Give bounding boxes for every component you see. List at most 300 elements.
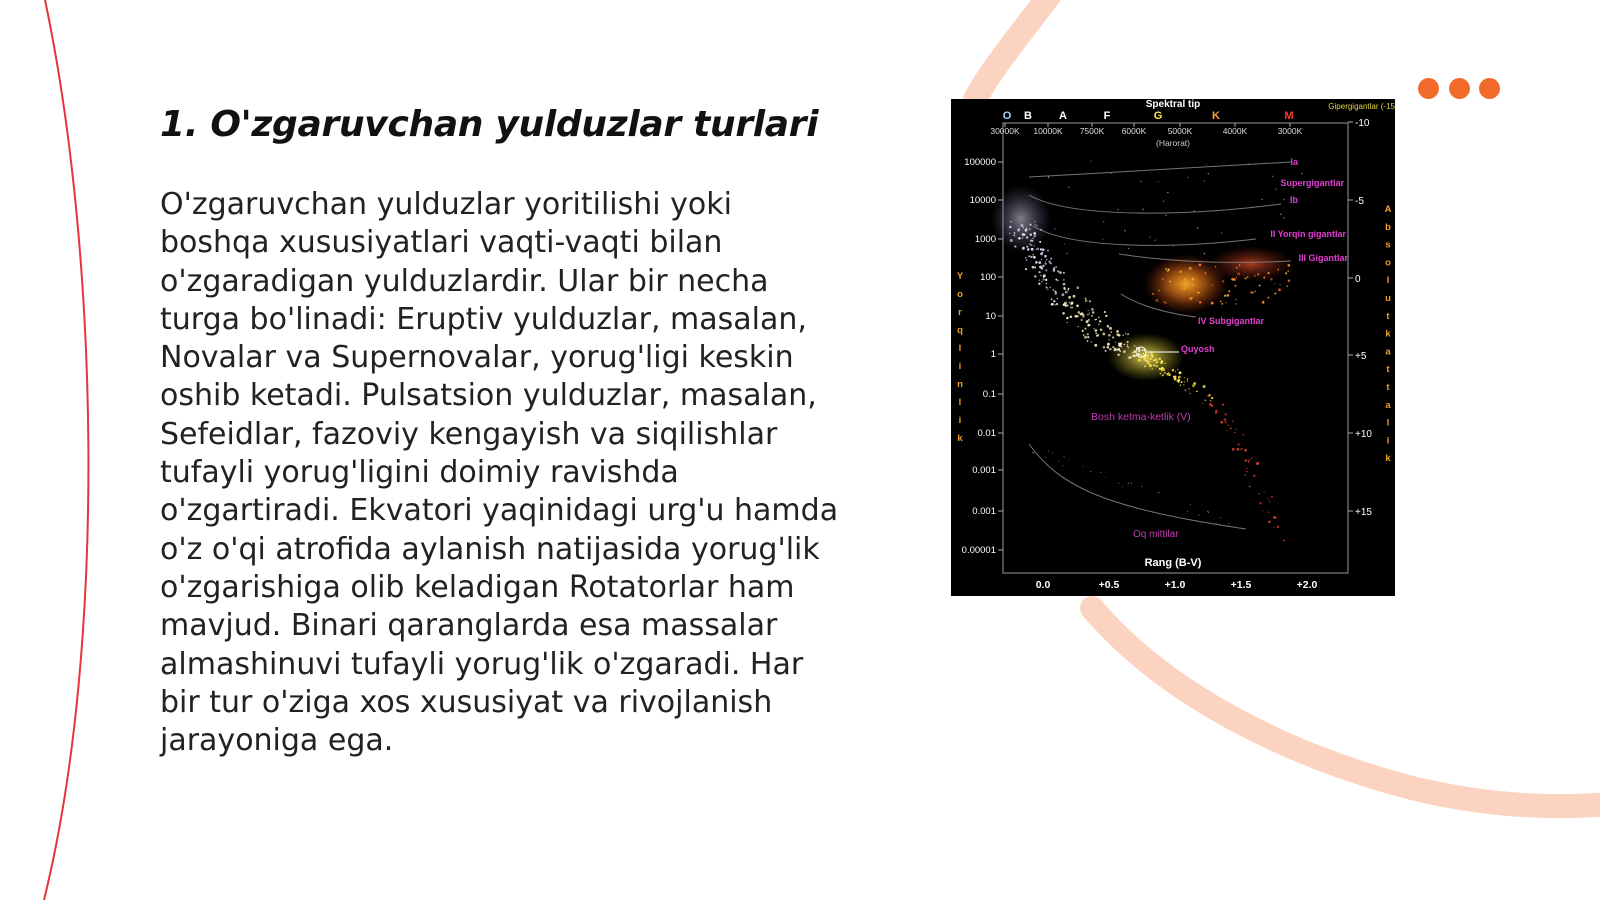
star-point [1028,255,1030,257]
star-point [1051,298,1053,300]
star-point [1052,303,1054,305]
star-point [1271,496,1273,498]
star-point [1164,363,1165,364]
left-axis-letter: l [958,343,962,354]
star-point [1189,267,1192,270]
star-point [1220,517,1221,518]
star-point [1044,255,1047,258]
star-point [1064,456,1065,457]
star-point [1224,413,1226,415]
star-point [1190,297,1193,300]
star-point [1100,328,1103,331]
star-point [1236,267,1238,269]
star-point [1244,474,1246,476]
dot [1418,78,1439,99]
label-sun: Quyosh [1181,344,1215,354]
star-point [1023,227,1024,228]
star-point [1063,465,1064,466]
star-point [1046,286,1048,288]
star-point [1091,308,1094,311]
magnitude-tick-label: +5 [1355,351,1367,362]
star-point [1063,272,1065,274]
star-point [1184,377,1185,378]
spectral-class-label: O [1002,110,1012,122]
star-point [1105,350,1107,352]
luminosity-tick-label: 0.01 [977,428,996,439]
star-point [1192,284,1193,285]
star-point [1216,523,1217,524]
star-point [1106,477,1107,478]
star-point [1168,269,1170,271]
star-point [1187,378,1188,379]
star-point [1050,287,1051,288]
star-point [1204,399,1206,401]
star-point [1123,344,1125,346]
star-point [1204,253,1205,254]
star-point [1084,328,1086,330]
star-point [1267,498,1268,499]
star-point [1040,275,1042,277]
star-point [1127,333,1129,335]
star-point [1082,466,1083,467]
star-point [1248,459,1250,461]
star-point [1138,359,1141,362]
star-point [1245,459,1248,462]
star-point [1087,324,1090,327]
right-axis-letter: i [1386,435,1390,447]
star-point [1161,370,1162,371]
right-axis-letter: k [1385,328,1391,340]
star-point [1057,270,1059,272]
temperature-labels [990,123,1302,136]
label-subgiants: IV Subgigantlar [1198,316,1265,326]
star-point [1066,253,1067,254]
star-point [1039,266,1042,269]
star-point [1039,271,1041,273]
slide-title: 1. O'zgaruvchan yulduzlar turlari [160,104,819,145]
star-point [1269,501,1270,502]
star-point [1134,345,1136,347]
star-point [1146,354,1148,356]
star-point [1119,343,1122,346]
star-point [1087,340,1089,342]
star-point [1068,288,1070,290]
star-point [1023,233,1026,236]
star-point [1283,199,1284,200]
star-point [1128,356,1131,359]
star-point [1180,384,1181,385]
star-point [1225,302,1226,303]
star-point [1123,350,1126,353]
luminosity-tick-label: 1 [990,349,996,360]
star-point [1121,346,1123,348]
star-point [1009,226,1011,228]
star-point [1127,341,1129,343]
star-point [1118,483,1119,484]
star-point [1139,354,1141,356]
star-point [1095,332,1097,334]
orange-arc-top [975,0,1055,100]
star-point [1234,285,1236,287]
star-point [1081,319,1083,321]
left-axis-letter: n [957,379,963,390]
star-point [1220,421,1223,424]
star-point [1104,311,1106,313]
star-point [1196,300,1197,301]
star-point [1103,346,1106,349]
star-point [1089,300,1091,302]
star-cloud [991,185,1295,381]
star-point [1262,301,1265,304]
star-point [1056,303,1058,305]
star-point [1232,421,1234,423]
star-point [1067,322,1068,323]
star-point [1301,173,1302,174]
star-point [1147,361,1149,363]
star-point [1067,304,1069,306]
star-point [1287,270,1289,272]
star-point [1234,432,1236,434]
star-point [1026,246,1028,248]
left-axis-letter: l [958,397,962,408]
star-point [1167,192,1168,193]
star-point [1082,330,1084,332]
star-point [1235,303,1237,305]
spectral-class-label: B [1024,110,1032,122]
star-point [1169,280,1171,282]
star-point [1196,391,1198,393]
spectral-class-label: M [1284,110,1294,122]
label-giants: III Gigantlar [1298,253,1348,263]
star-point [1107,325,1110,328]
star-point [1151,356,1153,358]
star-point [1026,228,1027,229]
star-point [1013,232,1015,234]
star-point [1063,279,1064,280]
star-point [1027,248,1029,250]
star-point [1274,293,1276,295]
star-point [1088,319,1090,321]
right-axis-letter: b [1385,221,1391,233]
temperature-label: 6000K [1121,126,1147,136]
label-white-dwarfs: Oq mittilar [1133,529,1179,540]
star-point [1162,374,1164,376]
star-point [1224,295,1226,297]
star-point [1026,236,1028,238]
label-ib: Ib [1290,195,1298,205]
star-point [1070,315,1073,318]
star-point [1033,232,1036,235]
star-point [1069,302,1071,304]
star-point [1031,248,1034,251]
star-point [1247,468,1248,469]
star-point [1233,278,1236,281]
star-point [1032,240,1034,242]
star-point [1092,311,1094,313]
star-point [1127,346,1128,347]
star-point [1106,346,1109,349]
star-point [1143,353,1144,354]
star-point [1159,358,1161,360]
star-point [1045,457,1046,458]
star-point [1257,273,1259,275]
star-point [1117,349,1118,350]
left-axis-letter: o [957,289,963,300]
star-point [1208,173,1209,174]
star-point [1064,287,1066,289]
star-point [1188,388,1190,390]
star-point [1264,492,1265,493]
star-point [1204,180,1205,181]
star-point [1047,289,1048,290]
star-point [1254,291,1256,293]
star-point [1204,272,1206,274]
star-point [1014,245,1016,247]
star-point [1147,359,1148,360]
star-point [1158,181,1159,182]
star-point [1211,397,1213,399]
star-point [1094,344,1097,347]
star-point [1057,280,1059,282]
star-point [1166,374,1168,376]
temperature-label: 10000K [1033,126,1063,136]
star-point [1029,243,1031,245]
luminosity-tick-label: 0.001 [972,506,996,517]
star-point [1237,273,1240,276]
star-point [1144,359,1146,361]
star-point [1238,444,1240,446]
right-axis-letter: t [1386,364,1390,376]
star-point [1117,209,1118,210]
star-point [1029,224,1031,226]
star-point [1102,239,1103,240]
line-ia [1029,162,1291,177]
star-point [1198,515,1199,516]
star-point [1267,272,1269,274]
star-point [1068,187,1069,188]
star-point [1228,290,1230,292]
star-point [1197,227,1198,228]
star-point [1132,352,1133,353]
star-point [1041,252,1043,254]
star-point [1091,160,1092,161]
star-point [1187,511,1188,512]
star-point [1203,385,1206,388]
left-axis-letter: k [957,433,963,444]
star-point [1149,364,1152,367]
star-point [1141,486,1142,487]
star-point [1151,354,1153,356]
star-point [1064,243,1065,244]
star-point [1035,224,1036,225]
star-point [1046,278,1047,279]
star-point [1184,279,1186,281]
spectral-class-label: K [1212,110,1220,122]
star-point [1197,291,1199,293]
label-supergiants: Supergigantlar [1280,178,1344,188]
label-main-sequence: Bosh ketma-ketlik (V) [1091,411,1191,423]
star-point [1141,349,1143,351]
star-point [1010,221,1012,223]
star-point [1109,348,1112,351]
star-point [1223,418,1226,421]
star-point [1230,427,1232,429]
star-point [1034,275,1037,278]
star-point [1034,266,1036,268]
star-point [1102,332,1105,335]
star-point [1177,369,1178,370]
star-point [1189,393,1191,395]
star-point [1088,310,1089,311]
star-point [1263,277,1265,279]
star-point [1268,521,1270,523]
star-point [1277,526,1280,529]
star-point [1078,311,1081,314]
luminosity-tick-label: 10000 [969,195,996,206]
star-point [1091,315,1093,317]
star-point [1055,304,1057,306]
star-point [1175,371,1176,372]
star-point [1165,302,1167,304]
star-point [1070,307,1071,308]
star-point [1228,523,1229,524]
star-point [1050,258,1052,260]
star-point [1275,517,1277,519]
star-point [1053,269,1056,272]
star-point [1022,237,1023,238]
label-ia: Ia [1290,157,1298,167]
star-point [1193,382,1196,385]
star-point [1055,291,1057,293]
star-point [1225,421,1226,422]
star-point [1124,230,1125,231]
star-point [1037,248,1039,250]
star-point [1122,486,1123,487]
star-point [1156,299,1159,302]
luminosity-tick-label: 10 [985,311,996,322]
star-point [1222,280,1224,282]
star-point [1041,259,1042,260]
temperature-label: 7500K [1079,126,1105,136]
star-point [1122,334,1123,335]
star-point [1056,298,1058,300]
star-point [1181,381,1183,383]
star-point [1244,449,1247,452]
star-point [1155,240,1156,241]
star-point [1165,215,1166,216]
luminosity-tick-label: 0.00001 [961,545,996,556]
left-accent-line [44,0,88,900]
right-axis-letter: a [1385,346,1391,358]
star-point [1183,288,1185,290]
star-point [1042,248,1045,251]
star-point [1207,395,1209,397]
star-point [1032,266,1035,269]
sun-region-glow [1108,333,1184,381]
star-point [1128,248,1129,249]
star-point [1059,271,1062,274]
right-axis-letter: A [1384,204,1392,215]
star-point [1212,285,1213,286]
star-point [1089,312,1090,313]
star-point [1258,493,1259,494]
star-point [1140,181,1141,182]
star-point [1147,363,1149,365]
star-point [1151,368,1152,369]
spectral-class-label: A [1059,110,1067,122]
spectral-classes [1003,110,1294,122]
left-axis-letter: r [958,307,962,318]
star-point [1045,269,1047,271]
star-point [1032,238,1034,240]
star-point [1206,164,1207,165]
star-point [1179,371,1182,374]
star-point [1248,461,1250,463]
star-point [1251,457,1253,459]
right-axis-letter: t [1386,310,1390,322]
star-point [1080,313,1082,315]
star-point [1232,448,1235,451]
star-point [1039,262,1041,264]
star-point [1259,502,1261,504]
star-point [1084,336,1087,339]
star-point [1273,527,1274,528]
star-point [1098,317,1100,319]
star-point [1161,360,1163,362]
star-point [1017,229,1020,232]
star-point [1274,283,1275,284]
star-point [1143,209,1144,210]
star-point [1199,264,1202,267]
star-point [1150,358,1152,360]
star-point [1165,268,1167,270]
star-point [1096,319,1097,320]
star-point [1220,300,1222,302]
star-point [1076,304,1079,307]
left-axis-letter: q [957,325,963,336]
star-point [1048,451,1049,452]
star-point [1036,225,1037,226]
star-point [1031,244,1033,246]
star-point [1055,279,1057,281]
hot-star-glow [991,185,1051,253]
star-point [1085,299,1088,302]
star-point [1162,278,1164,280]
star-point [1034,221,1035,222]
star-point [1285,272,1287,274]
star-point [1024,229,1027,232]
star-point [1009,233,1010,234]
spectral-class-label: G [1153,110,1163,122]
star-point [1077,326,1078,327]
star-point [1041,281,1042,282]
star-point [1090,341,1091,342]
star-point [1208,512,1209,513]
temperature-label: 4000K [1222,126,1248,136]
star-point [1086,333,1088,335]
temperature-label: 3000K [1277,126,1303,136]
star-point [1157,492,1158,493]
star-point [1272,176,1273,177]
star-point [1111,173,1112,174]
star-point [1187,381,1188,382]
magnitude-tick-label: 0 [1355,274,1361,285]
star-point [1090,471,1091,472]
star-point [1063,283,1066,286]
right-axis-letter: u [1385,293,1391,304]
star-point [1221,232,1222,233]
star-point [1221,303,1223,305]
